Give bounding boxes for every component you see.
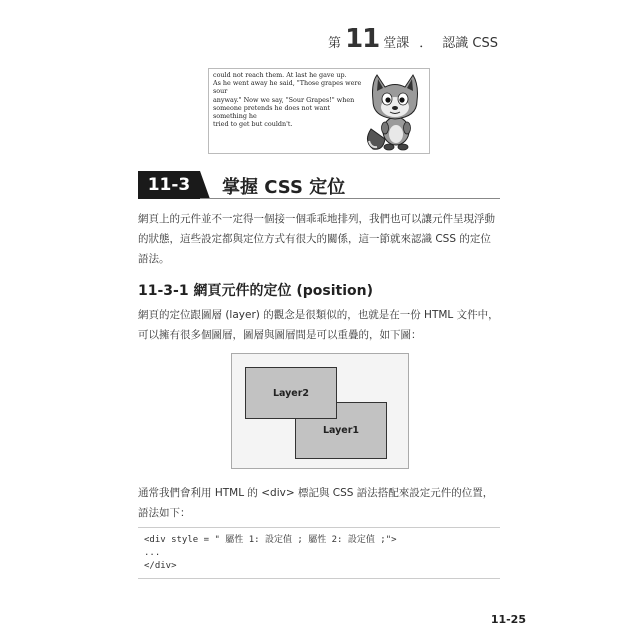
excerpt-line: someone pretends he does not want something he <box>213 103 331 121</box>
usage-paragraph: 通常我們會利用 HTML 的 <div> 標記與 CSS 語法搭配來設定元件的位置，語法如下： <box>138 487 494 519</box>
chapter-number: 11 <box>345 24 380 54</box>
fox-mascot-icon <box>363 71 425 153</box>
layer-concept-paragraph: 網頁的定位跟圖層 (layer) 的觀念是很類似的，也就是在一份 HTML 文件中，可以擁有很多個圖層，圖層與圖層間是可以重疊的，如下圖： <box>138 309 499 341</box>
subsection-title: 11-3-1 網頁元件的定位 (position) <box>138 283 373 299</box>
section-title: 掌握 CSS 定位 <box>222 177 346 198</box>
excerpt-text <box>213 71 363 128</box>
section-number-badge: 11-3 <box>138 171 200 199</box>
code-line: </div> <box>144 561 177 571</box>
layer1-label: Layer1 <box>322 425 360 436</box>
code-block <box>138 527 500 579</box>
excerpt-line: could not reach them. At last he gave up. <box>213 71 347 79</box>
chapter-title: 認識 CSS <box>442 36 498 51</box>
section-heading <box>138 171 500 199</box>
excerpt-line: anyway." Now we say, "Sour Grapes!" when <box>213 95 355 104</box>
excerpt-line: tried to get but couldn't. <box>213 120 293 129</box>
chapter-header <box>328 24 498 54</box>
layer2-label: Layer2 <box>272 387 310 399</box>
intro-paragraph: 網頁上的元件並不一定得一個接一個乖乖地排列，我們也可以讓元件呈現浮動的狀態，這些設定都與定位方式有很大的關係，這一節就來認識 CSS 的定位語法。 <box>138 213 495 265</box>
layer-diagram <box>231 353 409 469</box>
section-underline <box>200 198 500 199</box>
header-separator: ． <box>419 36 433 51</box>
example-excerpt-image <box>208 68 430 154</box>
chapter-suffix: 堂課 <box>383 36 410 51</box>
excerpt-line: As he went away he said, "Those grapes were sour <box>213 79 362 96</box>
layer2-box <box>245 367 337 419</box>
code-line: ... <box>144 548 161 558</box>
chapter-prefix: 第 <box>328 36 342 51</box>
page-number: 11-25 <box>490 613 526 626</box>
code-line: <div style = " 屬性 1: 設定值 ; 屬性 2: 設定值 ;"> <box>144 535 397 545</box>
